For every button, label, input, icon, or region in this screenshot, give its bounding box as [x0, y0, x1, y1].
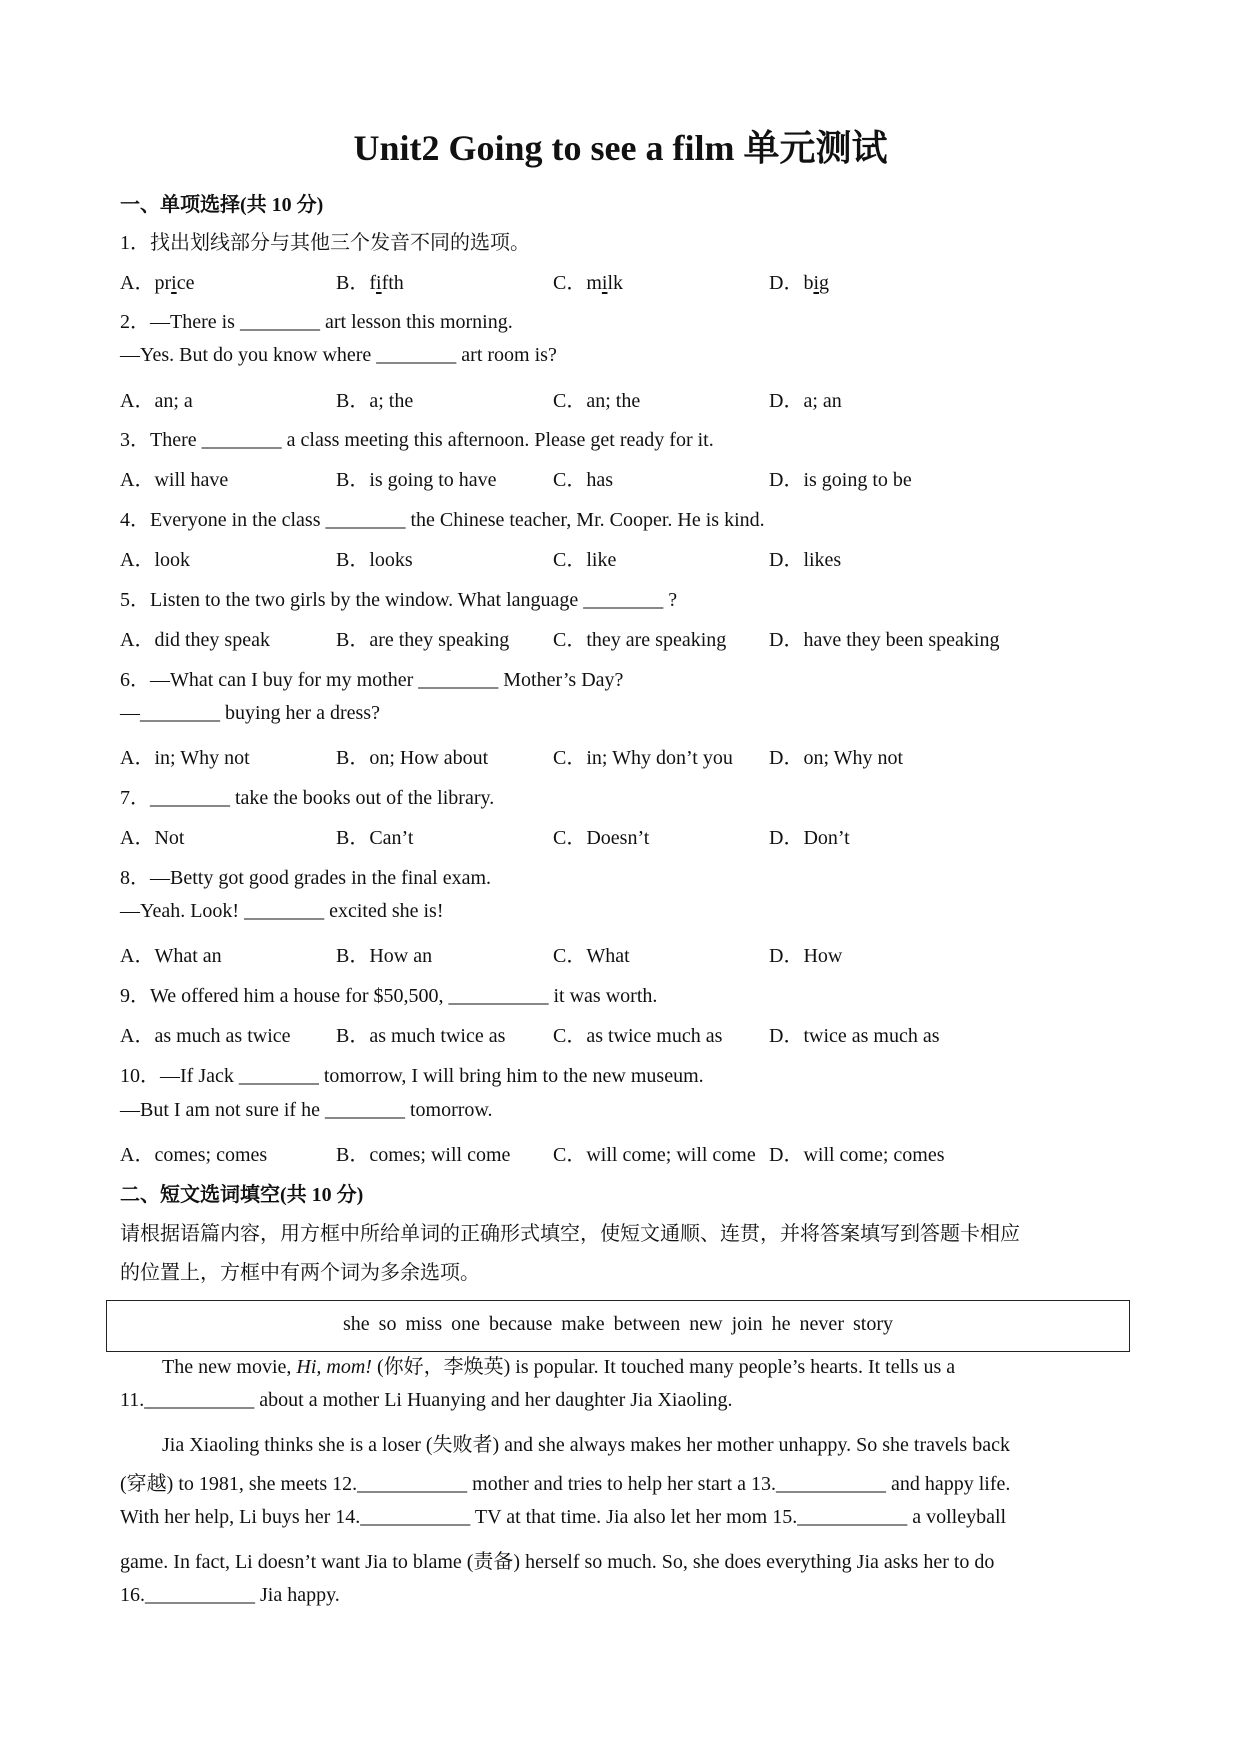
option-b[interactable]: B．looks	[336, 549, 413, 571]
question-5-stem: 5．Listen to the two girls by the window. What language ________ ?	[120, 589, 678, 611]
question-10-stem-2: —But I am not sure if he ________ tomorrow.	[120, 1099, 493, 1121]
question-6-stem: 6．—What can I buy for my mother ________ Mother’s Day?	[120, 669, 624, 691]
option-a[interactable]: A．comes; comes	[120, 1144, 268, 1166]
option-b[interactable]: B．a; the	[336, 390, 414, 412]
option-d[interactable]: D．Don’t	[769, 827, 850, 849]
question-8-stem-2: —Yeah. Look! ________ excited she is!	[120, 900, 444, 922]
option-a[interactable]: A．What an	[120, 945, 222, 967]
question-3-stem: 3．There ________ a class meeting this afternoon. Please get ready for it.	[120, 429, 714, 451]
passage-line-2: 11.___________ about a mother Li Huanying and her daughter Jia Xiaoling.	[120, 1389, 733, 1411]
option-c[interactable]: C．milk	[553, 272, 624, 294]
passage-line-7: 16.___________ Jia happy.	[120, 1584, 340, 1606]
question-2-stem: 2．—There is ________ art lesson this morning.	[120, 311, 513, 333]
page-title: Unit2 Going to see a film 单元测试	[353, 128, 888, 168]
option-b[interactable]: B．as much twice as	[336, 1025, 506, 1047]
option-d[interactable]: D．a; an	[769, 390, 842, 412]
question-9-stem: 9．We offered him a house for $50,500, __________ it was worth.	[120, 985, 658, 1007]
option-b[interactable]: B．Can’t	[336, 827, 414, 849]
passage-line-4: (穿越) to 1981, she meets 12.___________ mother and tries to help her start a 13.___________ and happy life.	[120, 1473, 1011, 1495]
option-c[interactable]: C．in; Why don’t you	[553, 747, 733, 769]
passage-line-3: Jia Xiaoling thinks she is a loser (失败者) and she always makes her mother unhappy. So she travels back	[162, 1434, 1010, 1456]
question-8-stem: 8．—Betty got good grades in the final exam.	[120, 867, 492, 889]
option-b[interactable]: B．is going to have	[336, 469, 497, 491]
option-c[interactable]: C．like	[553, 549, 617, 571]
option-c[interactable]: C．will come; will come	[553, 1144, 756, 1166]
section-2-instruction-1: 请根据语篇内容，用方框中所给单词的正确形式填空，使短文通顺、连贯，并将答案填写到答题卡相应	[120, 1223, 1020, 1245]
option-a[interactable]: A．will have	[120, 469, 229, 491]
option-d[interactable]: D．likes	[769, 549, 842, 571]
option-c[interactable]: C．has	[553, 469, 613, 491]
section-2-heading: 二、短文选词填空(共 10 分)	[120, 1184, 364, 1206]
option-d[interactable]: D．twice as much as	[769, 1025, 940, 1047]
option-c[interactable]: C．an; the	[553, 390, 641, 412]
option-b[interactable]: B．How an	[336, 945, 433, 967]
section-1-heading: 一、单项选择(共 10 分)	[120, 194, 324, 216]
passage-line-5: With her help, Li buys her 14.___________ TV at that time. Jia also let her mom 15.___________ a volleyball	[120, 1506, 1007, 1528]
question-6-stem-2: —________ buying her a dress?	[120, 702, 380, 724]
word-box	[106, 1300, 1130, 1352]
question-2-stem-2: —Yes. But do you know where ________ art room is?	[120, 344, 557, 366]
option-c[interactable]: C．What	[553, 945, 630, 967]
option-b[interactable]: B．fifth	[336, 272, 404, 294]
option-b[interactable]: B．are they speaking	[336, 629, 510, 651]
word-box-words: she so miss one because make between new join he never story	[343, 1313, 893, 1335]
question-7-stem: 7．________ take the books out of the library.	[120, 787, 495, 809]
option-a[interactable]: A．an; a	[120, 390, 193, 412]
option-d[interactable]: D．big	[769, 272, 830, 294]
option-a[interactable]: A．look	[120, 549, 190, 571]
option-d[interactable]: D．How	[769, 945, 843, 967]
question-10-stem: 10．—If Jack ________ tomorrow, I will bring him to the new museum.	[120, 1065, 704, 1087]
option-d[interactable]: D．is going to be	[769, 469, 912, 491]
option-c[interactable]: C．Doesn’t	[553, 827, 650, 849]
option-d[interactable]: D．on; Why not	[769, 747, 904, 769]
option-d[interactable]: D．have they been speaking	[769, 629, 1000, 651]
option-a[interactable]: A．in; Why not	[120, 747, 250, 769]
option-a[interactable]: A．price	[120, 272, 195, 294]
option-a[interactable]: A．Not	[120, 827, 185, 849]
passage-line-6: game. In fact, Li doesn’t want Jia to blame (责备) herself so much. So, she does everything Jia asks her to do	[120, 1551, 995, 1573]
option-d[interactable]: D．will come; comes	[769, 1144, 945, 1166]
question-1-stem: 1．找出划线部分与其他三个发音不同的选项。	[120, 232, 530, 254]
question-4-stem: 4．Everyone in the class ________ the Chinese teacher, Mr. Cooper. He is kind.	[120, 509, 765, 531]
section-2-instruction-2: 的位置上，方框中有两个词为多余选项。	[120, 1262, 480, 1284]
option-a[interactable]: A．did they speak	[120, 629, 270, 651]
passage-line-1: The new movie, Hi, mom! (你好，李焕英) is popular. It touched many people’s hearts. It tells us a	[162, 1356, 956, 1378]
option-b[interactable]: B．on; How about	[336, 747, 489, 769]
option-c[interactable]: C．as twice much as	[553, 1025, 723, 1047]
option-c[interactable]: C．they are speaking	[553, 629, 727, 651]
option-a[interactable]: A．as much as twice	[120, 1025, 291, 1047]
option-b[interactable]: B．comes; will come	[336, 1144, 511, 1166]
